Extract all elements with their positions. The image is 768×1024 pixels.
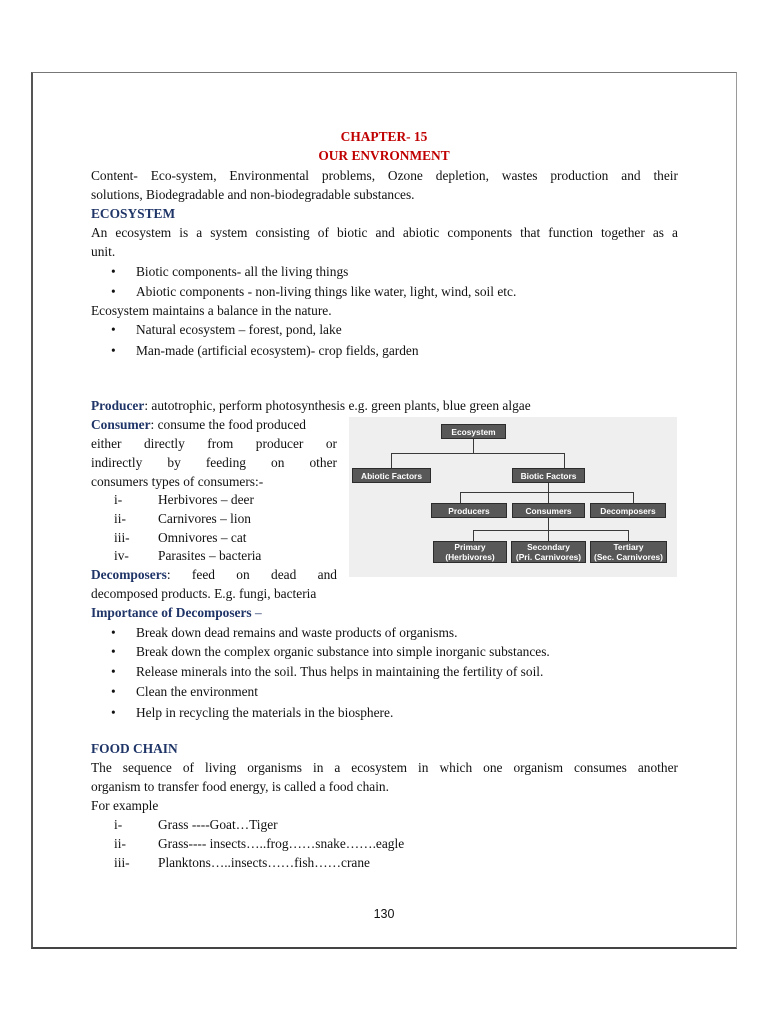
ecosystem-heading: ECOSYSTEM bbox=[91, 206, 176, 221]
ecosystem-definition-line-2: unit. bbox=[91, 244, 116, 259]
diagram-connector bbox=[548, 518, 549, 530]
food-chain-example: Grass ----Goat…Tiger bbox=[158, 817, 278, 832]
importance-item: • Clean the environment bbox=[136, 683, 258, 700]
diagram-node-tertiary bbox=[590, 541, 667, 563]
importance-heading-line bbox=[91, 604, 262, 621]
importance-item: • Help in recycling the materials in the biosphere. bbox=[136, 704, 393, 721]
abiotic-components-item: • Abiotic components - non-living things like water, light, wind, soil etc. bbox=[136, 283, 516, 300]
diagram-connector bbox=[473, 530, 629, 531]
food-chain-definition-line-1: The sequence of living organisms in a ecosystem in which one organism consumes another bbox=[91, 760, 678, 775]
diagram-connector bbox=[473, 439, 474, 453]
diagram-node-ecosystem: Ecosystem bbox=[441, 424, 506, 439]
consumer-type-num: ii- bbox=[114, 511, 126, 526]
consumer-type-num: i- bbox=[114, 492, 123, 507]
diagram-connector bbox=[548, 483, 549, 492]
secondary-label: Secondary bbox=[527, 542, 570, 552]
content-line-1: Content- Eco-system, Environmental problems, Ozone depletion, wastes production and their bbox=[91, 168, 678, 183]
diagram-node-biotic: Biotic Factors bbox=[512, 468, 585, 483]
man-made-ecosystem-item: • Man-made (artificial ecosystem)- crop fields, garden bbox=[136, 342, 419, 359]
importance-item: • Break down dead remains and waste products of organisms. bbox=[136, 624, 457, 641]
chapter-number: CHAPTER- 15 bbox=[340, 129, 428, 144]
diagram-connector bbox=[633, 492, 634, 503]
consumer-type-parasites: Parasites – bacteria bbox=[158, 548, 262, 563]
for-example-label: For example bbox=[91, 798, 159, 813]
natural-ecosystem-item: • Natural ecosystem – forest, pond, lake bbox=[136, 321, 342, 338]
ecosystem-definition-line-1: An ecosystem is a system consisting of biotic and abiotic components that function together as a bbox=[91, 225, 678, 240]
decomposers-label: Decomposers bbox=[91, 567, 167, 582]
diagram-node-consumers: Consumers bbox=[512, 503, 585, 518]
decomposers-text-1: : feed on dead and bbox=[166, 567, 337, 582]
diagram-connector bbox=[391, 453, 565, 454]
consumer-type-herbivores: Herbivores – deer bbox=[158, 492, 254, 507]
biotic-components-item: • Biotic components- all the living things bbox=[136, 263, 348, 280]
food-chain-example-num: iii- bbox=[114, 855, 130, 870]
producer-line bbox=[91, 397, 531, 414]
diagram-connector bbox=[548, 530, 549, 541]
primary-sublabel: (Herbivores) bbox=[445, 552, 495, 562]
consumer-type-carnivores: Carnivores – lion bbox=[158, 511, 251, 526]
importance-dash: – bbox=[251, 605, 262, 620]
diagram-connector bbox=[391, 453, 392, 468]
consumer-type-omnivores: Omnivores – cat bbox=[158, 530, 247, 545]
diagram-node-producers: Producers bbox=[431, 503, 507, 518]
consumer-text-4: consumers types of consumers:- bbox=[91, 474, 264, 489]
producer-text: : autotrophic, perform photosynthesis e.g. green plants, blue green algae bbox=[144, 398, 531, 413]
food-chain-heading: FOOD CHAIN bbox=[91, 741, 178, 756]
importance-heading: Importance of Decomposers bbox=[91, 605, 252, 620]
food-chain-example: Planktons…..insects……fish……crane bbox=[158, 855, 370, 870]
diagram-node-abiotic: Abiotic Factors bbox=[352, 468, 431, 483]
diagram-node-decomposers: Decomposers bbox=[590, 503, 666, 518]
importance-item: • Release minerals into the soil. Thus helps in maintaining the fertility of soil. bbox=[136, 663, 543, 680]
food-chain-example: Grass---- insects…..frog……snake…….eagle bbox=[158, 836, 405, 851]
consumer-line-1 bbox=[91, 416, 306, 433]
consumer-label: Consumer bbox=[91, 417, 151, 432]
primary-label: Primary bbox=[454, 542, 486, 552]
secondary-sublabel: (Pri. Carnivores) bbox=[515, 552, 582, 562]
consumer-text-3: indirectly by feeding on other bbox=[91, 455, 337, 470]
diagram-connector bbox=[460, 492, 461, 503]
diagram-connector bbox=[564, 453, 565, 468]
diagram-connector bbox=[628, 530, 629, 541]
consumer-text-2: either directly from producer or bbox=[91, 436, 337, 451]
page-number: 130 bbox=[373, 907, 395, 921]
food-chain-definition-line-2: organism to transfer food energy, is called a food chain. bbox=[91, 779, 389, 794]
importance-item: • Break down the complex organic substance into simple inorganic substances. bbox=[136, 643, 550, 660]
food-chain-example-num: i- bbox=[114, 817, 123, 832]
tertiary-label: Tertiary bbox=[613, 542, 644, 552]
chapter-title: OUR ENVRONMENT bbox=[318, 148, 450, 163]
consumer-type-num: iii- bbox=[114, 530, 130, 545]
diagram-node-primary bbox=[433, 541, 507, 563]
ecosystem-balance-text: Ecosystem maintains a balance in the nature. bbox=[91, 303, 332, 318]
consumer-text-1: : consume the food produced bbox=[150, 417, 306, 432]
producer-label: Producer bbox=[91, 398, 145, 413]
content-line-2: solutions, Biodegradable and non-biodegradable substances. bbox=[91, 187, 415, 202]
ecosystem-diagram bbox=[349, 417, 677, 577]
food-chain-example-num: ii- bbox=[114, 836, 126, 851]
consumer-type-num: iv- bbox=[114, 548, 129, 563]
diagram-connector bbox=[473, 530, 474, 541]
diagram-node-secondary bbox=[511, 541, 586, 563]
tertiary-sublabel: (Sec. Carnivores) bbox=[594, 552, 663, 562]
decomposers-text-2: decomposed products. E.g. fungi, bacteria bbox=[91, 586, 317, 601]
diagram-connector bbox=[460, 492, 634, 493]
decomposers-line-1 bbox=[91, 566, 337, 583]
diagram-connector bbox=[548, 492, 549, 503]
